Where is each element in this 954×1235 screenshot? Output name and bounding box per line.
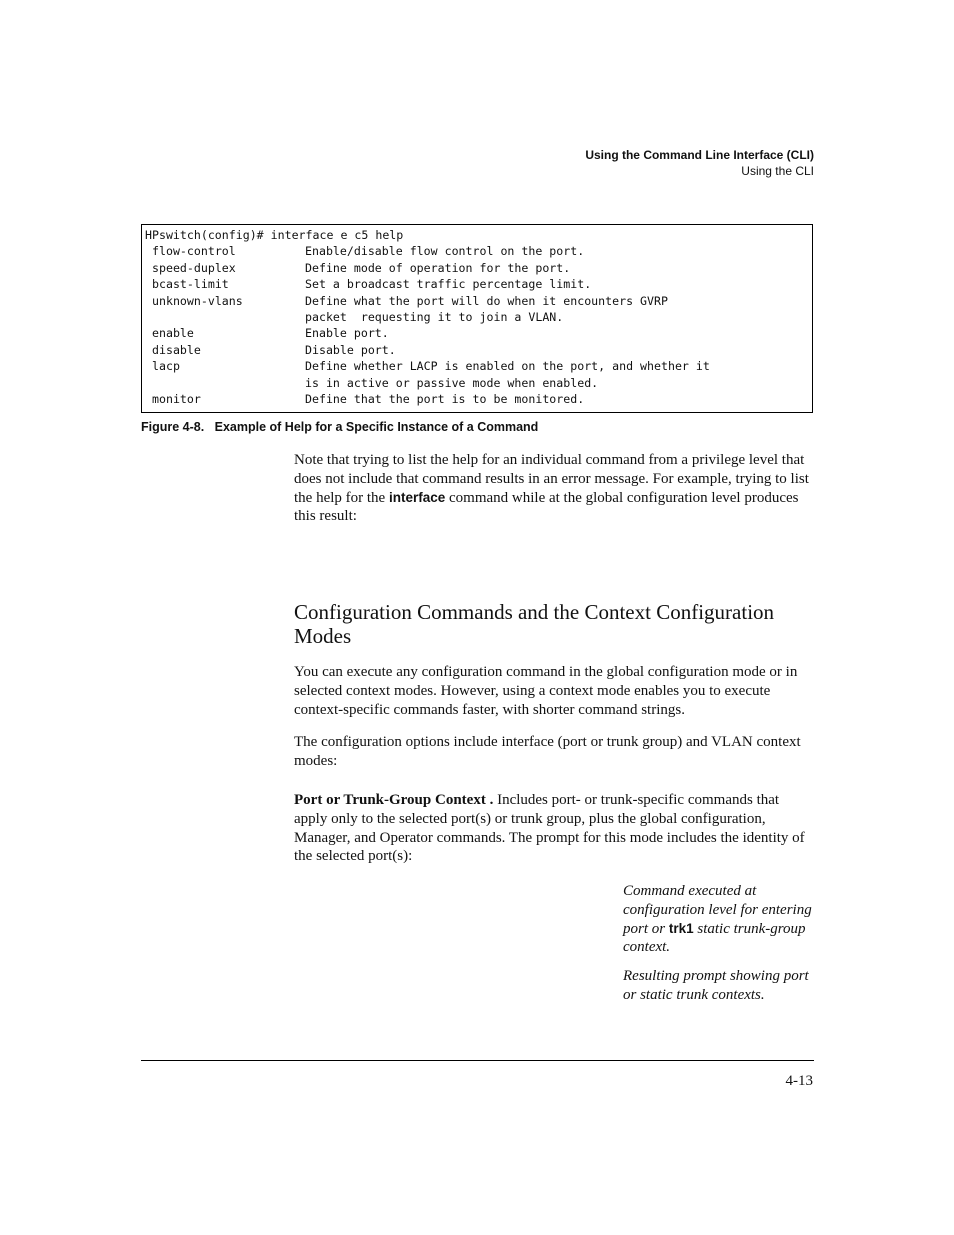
side-note-command: [623, 882, 823, 957]
terminal-row: [142, 358, 812, 374]
terminal-command-name: lacp: [152, 359, 180, 374]
figure-caption: Figure 4-8. Example of Help for a Specific Instance of a Command: [141, 420, 539, 434]
terminal-row: [142, 391, 812, 407]
running-header-title: Using the Command Line Interface (CLI): [585, 148, 814, 162]
paragraph-port-context: [294, 791, 814, 866]
terminal-command-description: Define whether LACP is enabled on the port, and whether it: [305, 359, 710, 374]
side-note-text: Command executed at configuration level for entering port or: [623, 883, 812, 937]
terminal-row: [142, 375, 812, 391]
terminal-command-description: packet requesting it to join a VLAN.: [305, 309, 564, 324]
terminal-command-description: Set a broadcast traffic percentage limit.: [305, 277, 592, 292]
terminal-rows: [142, 243, 812, 407]
terminal-command-description: Enable port.: [305, 326, 389, 341]
terminal-command-description: Define what the port will do when it encounters GVRP: [305, 293, 668, 308]
paragraph-config-options: The configuration options include interface (port or trunk group) and VLAN context modes:: [294, 734, 801, 769]
terminal-row: [142, 276, 812, 292]
trk1-keyword: trk1: [668, 920, 694, 936]
cli-help-terminal: [141, 224, 813, 413]
terminal-row: [142, 293, 812, 309]
terminal-row: [142, 260, 812, 276]
terminal-command-name: speed-duplex: [152, 260, 236, 275]
terminal-row: [142, 325, 812, 341]
terminal-command-line: HPswitch(config)# interface e c5 help: [145, 228, 404, 242]
terminal-command-name: [142, 309, 305, 325]
paragraph-context-modes: You can execute any configuration command in the global configuration mode or in selected context modes. However, using a context mode enables you to execute context-specific commands faster, with shorter command strings.: [294, 664, 798, 718]
terminal-command-description: Define that the port is to be monitored.: [305, 391, 585, 406]
footer-rule: [141, 1060, 814, 1061]
terminal-row: [142, 309, 812, 325]
terminal-command-description: Define mode of operation for the port.: [305, 260, 571, 275]
interface-keyword: interface: [388, 489, 446, 505]
terminal-command-description: is in active or passive mode when enabled.: [305, 375, 599, 390]
terminal-row: [142, 342, 812, 358]
paragraph-privilege-note: [294, 451, 814, 526]
run-in-heading: Port or Trunk-Group Context .: [294, 792, 494, 808]
paragraph-text: Note that trying to list the help for an individual command from a privilege level that does not include that command results in an error message. For example, trying to list the help for the: [294, 452, 809, 506]
side-note-prompt: Resulting prompt showing port or static trunk contexts.: [623, 968, 809, 1003]
side-note-text: static trunk-group context.: [623, 920, 806, 956]
terminal-command-name: bcast-limit: [152, 277, 229, 292]
terminal-command-name: [142, 375, 305, 391]
running-header-subtitle: Using the CLI: [741, 164, 814, 178]
terminal-command-name: monitor: [152, 391, 201, 406]
terminal-command-name: flow-control: [152, 244, 236, 259]
terminal-command-name: disable: [152, 342, 201, 357]
paragraph-text: Includes port- or trunk-specific commands that apply only to the selected port(s) or trunk group, plus the global configuration, Manager, and Operator commands. The prompt for this mode includes the identity of the selected port(s):: [294, 792, 805, 865]
terminal-row: [142, 243, 812, 259]
paragraph-text: command while at the global configuration level produces this result:: [294, 489, 799, 525]
terminal-command-name: enable: [152, 326, 194, 341]
terminal-command-description: Disable port.: [305, 342, 396, 357]
section-title: Configuration Commands and the Context Configuration Modes: [294, 600, 775, 648]
terminal-command-description: Enable/disable flow control on the port.: [305, 244, 585, 259]
page-number: 4-13: [785, 1073, 813, 1089]
terminal-command-name: unknown-vlans: [152, 293, 243, 308]
